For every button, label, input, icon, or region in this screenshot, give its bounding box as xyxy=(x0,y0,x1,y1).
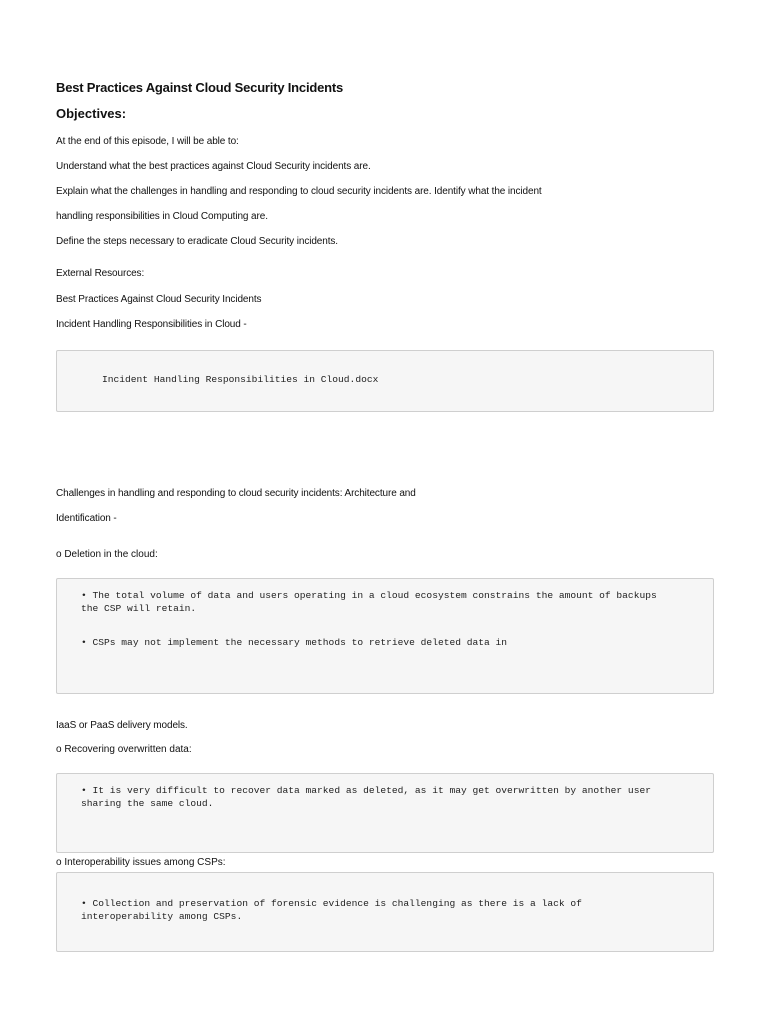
deletion-bullet-1: • The total volume of data and users operating in a cloud ecosystem constrains the amount of backups the CSP will retain. xyxy=(81,590,663,614)
code-block-recovering xyxy=(56,773,714,853)
external-resource-1: Best Practices Against Cloud Security Incidents xyxy=(56,294,262,305)
code-block-attachment xyxy=(56,350,714,412)
code-block-interoperability xyxy=(56,872,714,952)
objectives-heading: Objectives: xyxy=(56,106,127,121)
deletion-bullet-2: • CSPs may not implement the necessary methods to retrieve deleted data in xyxy=(81,637,508,648)
interoperability-bullet: • Collection and preservation of forensic evidence is challenging as there is a lack of interoperability among CSPs. xyxy=(81,898,588,922)
intro-text: At the end of this episode, I will be able to: xyxy=(56,136,239,147)
deletion-heading: o Deletion in the cloud: xyxy=(56,549,158,560)
objective-4: Define the steps necessary to eradicate Cloud Security incidents. xyxy=(56,236,338,247)
recovering-bullet: • It is very difficult to recover data marked as deleted, as it may get overwritten by another user sharing the same cloud. xyxy=(81,785,657,809)
challenges-text-1: Challenges in handling and responding to cloud security incidents: Architecture and xyxy=(56,488,416,499)
objective-3: handling responsibilities in Cloud Computing are. xyxy=(56,211,268,222)
external-resources-heading: External Resources: xyxy=(56,268,145,279)
code-block-deletion xyxy=(56,578,714,694)
objective-1: Understand what the best practices against Cloud Security incidents are. xyxy=(56,161,371,172)
iaas-text: IaaS or PaaS delivery models. xyxy=(56,720,188,731)
recovering-heading: o Recovering overwritten data: xyxy=(56,744,192,755)
challenges-text-2: Identification - xyxy=(56,513,117,524)
attachment-filename[interactable]: Incident Handling Responsibilities in Cloud.docx xyxy=(102,374,379,385)
page-title: Best Practices Against Cloud Security Incidents xyxy=(56,80,344,95)
objective-2: Explain what the challenges in handling and responding to cloud security incidents are. Identify what the incident xyxy=(56,186,542,197)
interoperability-heading: o Interoperability issues among CSPs: xyxy=(56,857,226,868)
external-resource-2: Incident Handling Responsibilities in Cloud - xyxy=(56,319,247,330)
